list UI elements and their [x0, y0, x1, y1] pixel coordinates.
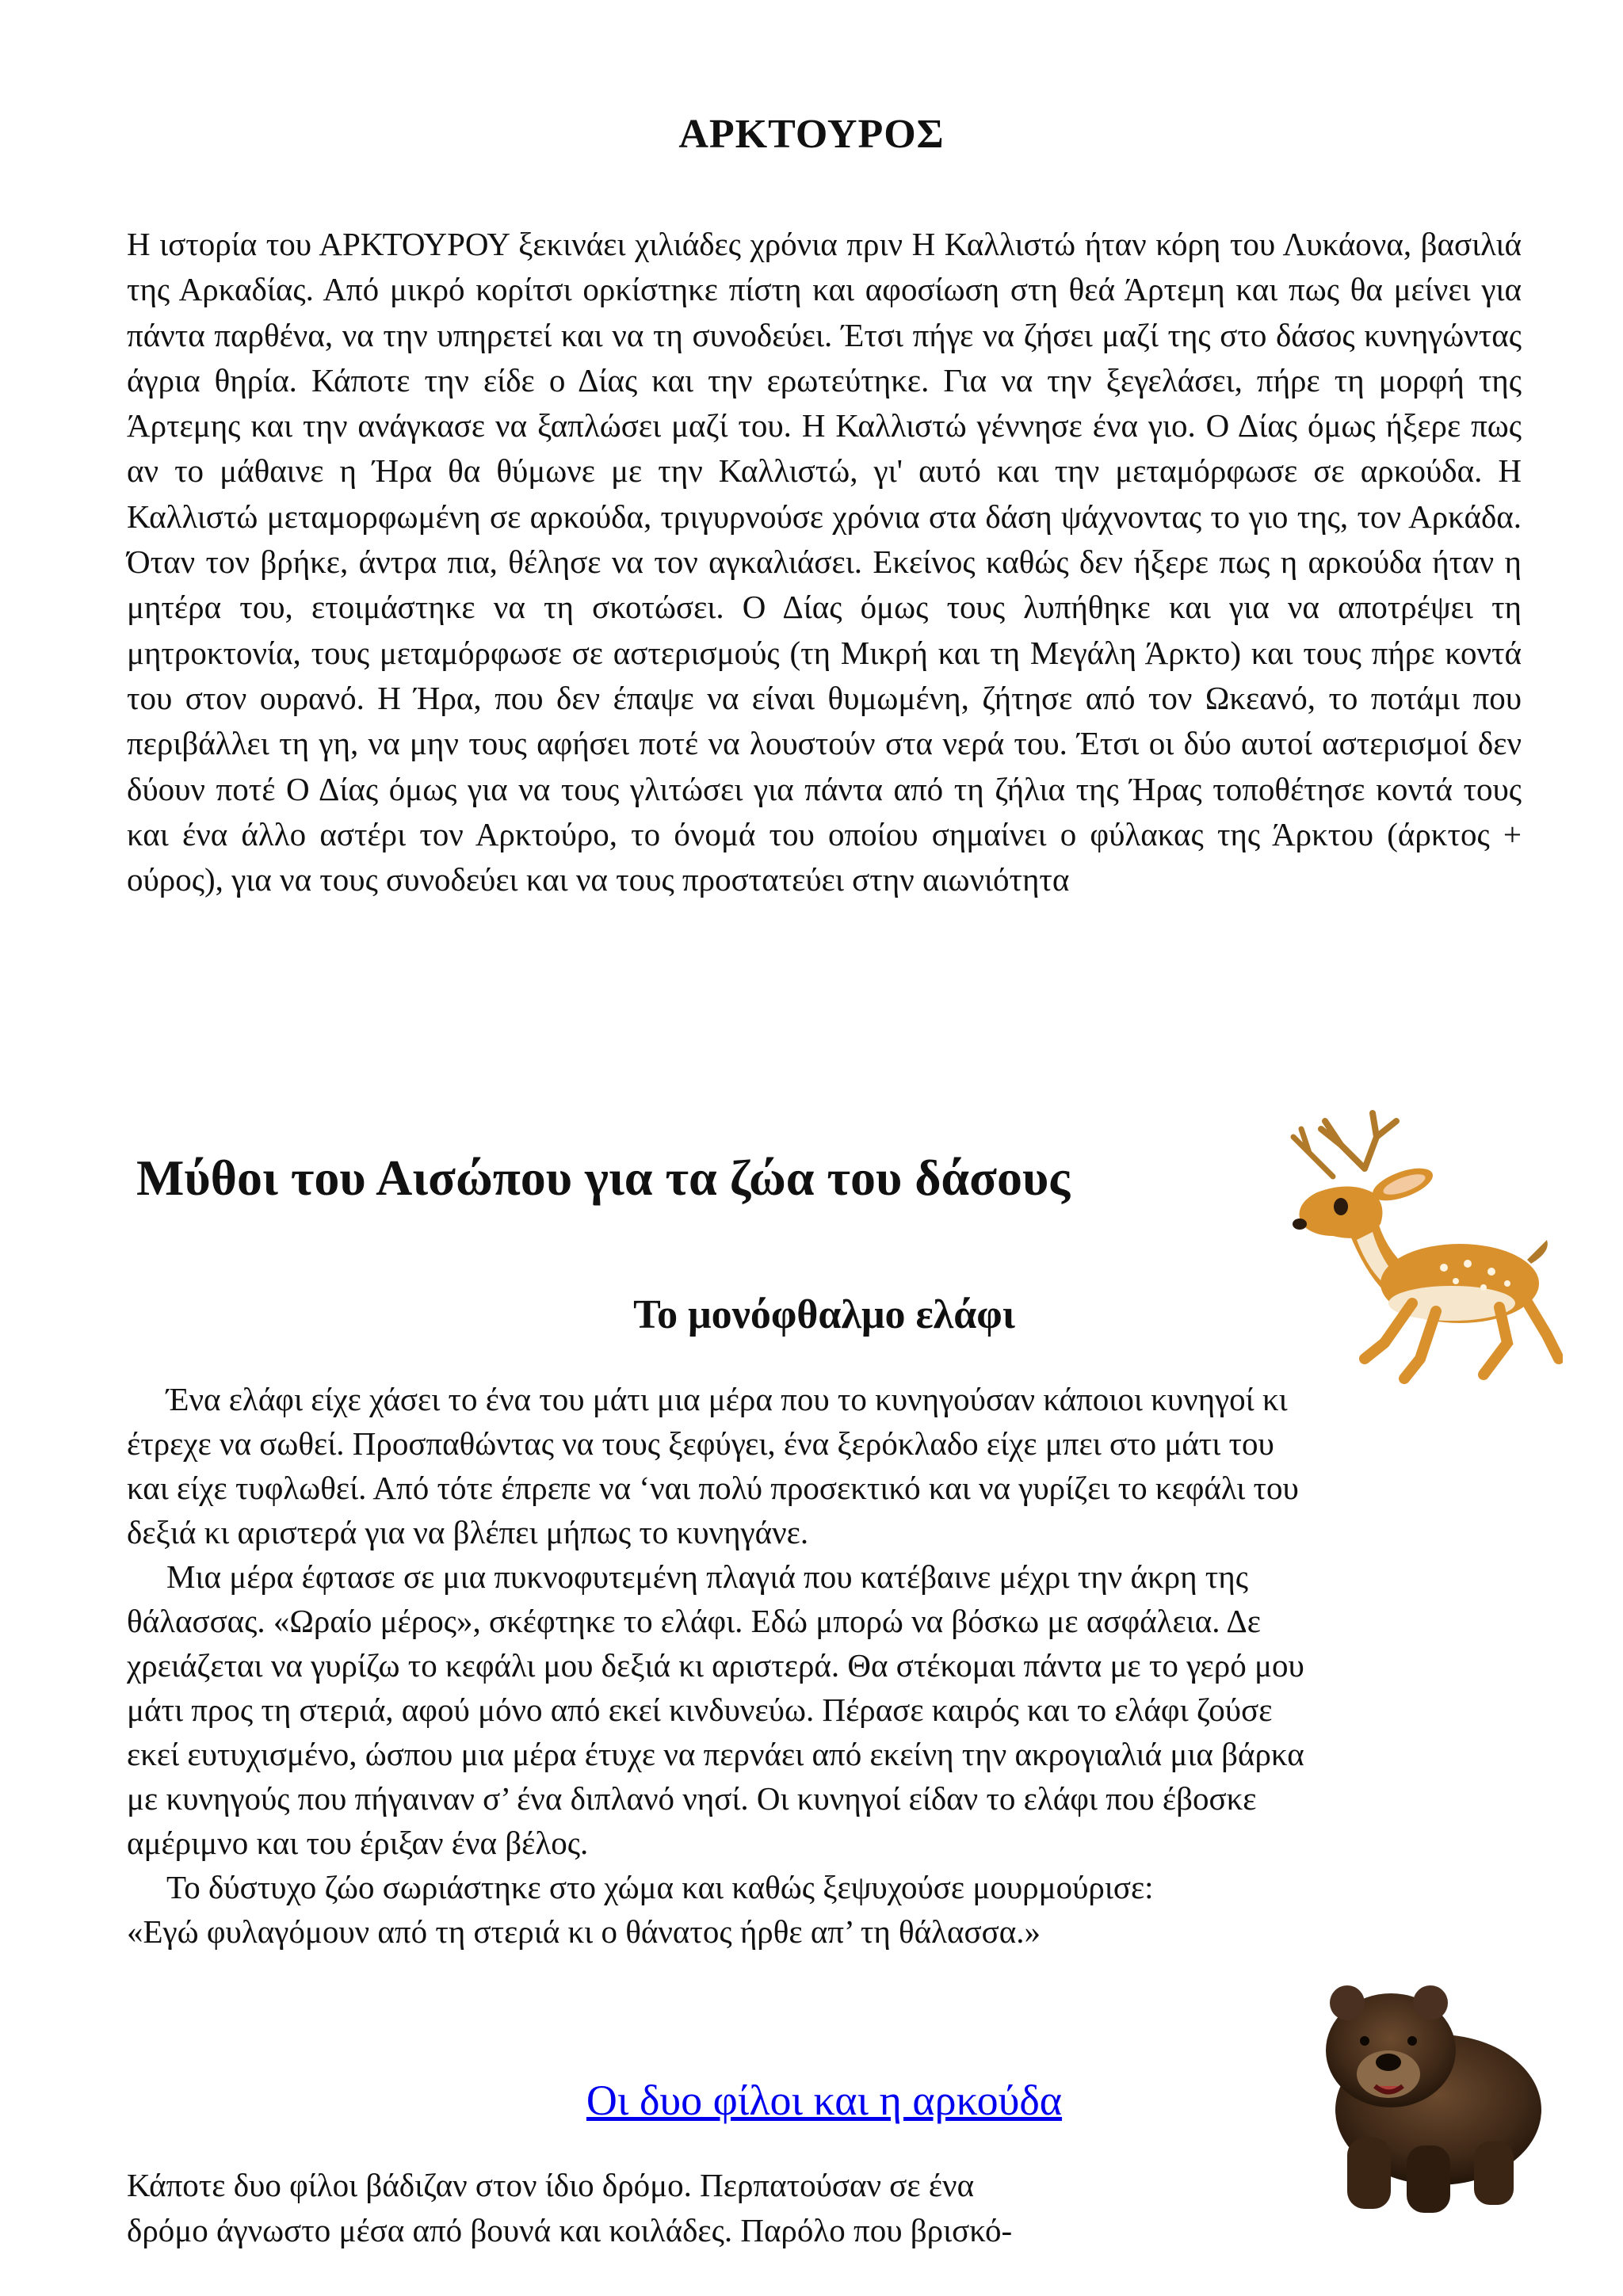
fable1-line: θάλασσας. «Ωραίο μέρος», σκέφτηκε το ελάφι. Εδώ μπορώ να βόσκω με ασφάλεια. Δε — [127, 1603, 1262, 1639]
fable1-line: Μια μέρα έφτασε σε μια πυκνοφυτεμένη πλαγιά που κατέβαινε μέχρι την άκρη της — [166, 1558, 1248, 1595]
fable1-line: εκεί ευτυχισμένο, ώσπου μια μέρα έτυχε να περνάει από εκείνη την ακρογιαλιά μια βάρκα — [127, 1736, 1304, 1772]
fable1-line: μάτι προς τη στεριά, αφού μόνο από εκεί κινδυνεύω. Πέρασε καιρός και το ελάφι ζούσε — [127, 1691, 1273, 1728]
fable1-line: αμέριμνο και του έριξαν ένα βέλος. — [127, 1825, 589, 1861]
fable1-line: Ένα ελάφι είχε χάσει το ένα του μάτι μια μέρα που το κυνηγούσαν κάποιοι κυνηγοί κι — [166, 1381, 1288, 1417]
fable-one-eyed-deer-title: Το μονόφθαλμο ελάφι — [633, 1292, 1015, 1337]
fable-two-friends-text — [127, 2163, 1189, 2253]
fable-two-friends-title-link[interactable]: Οι δυο φίλοι και η αρκούδα — [586, 2077, 1063, 2124]
fable1-line: Το δύστυχο ζώο σωριάστηκε στο χώμα και καθώς ξεψυχούσε μουρμούρισε: — [166, 1869, 1154, 1905]
fable1-line: έτρεχε να σωθεί. Προσπαθώντας να τους ξεφύγει, ένα ξερόκλαδο είχε μπει στο μάτι του — [127, 1425, 1274, 1462]
fable2-line: Κάποτε δυο φίλοι βάδιζαν στον ίδιο δρόμο. Περπατούσαν σε ένα — [127, 2167, 975, 2203]
deer-illustration — [1246, 1105, 1563, 1390]
fable1-line: με κυνηγούς που πήγαιναν σ’ ένα διπλανό νησί. Οι κυνηγοί είδαν το ελάφι που έβοσκε — [127, 1780, 1257, 1817]
fable-one-eyed-deer-text — [127, 1377, 1529, 1954]
arcturus-story-paragraph: Η ιστορία του ΑΡΚΤΟΥΡΟΥ ξεκινάει χιλιάδες χρόνια πριν Η Καλλιστώ ήταν κόρη του Λυκάονα, βασιλιά της Αρκαδίας. Από μικρό κορίτσι ορκίστηκε πίστη και αφοσίωση στη θεά Άρτεμη και πως θα μείνει για πάντα παρθένα, να την υπηρετεί και να τη συνοδεύει. Έτσι πήγε να ζήσει μαζί της στο δάσος κυνηγώντας άγρια θηρία. Κάποτε την είδε ο Δίας και την ερωτεύτηκε. Για να την ξεγελάσει, πήρε τη μορφή της Άρτεμης και την ανάγκασε να ξαπλώσει μαζί του. Η Καλλιστώ γέννησε ένα γιο. Ο Δίας όμως ήξερε πως αν το μάθαινε η Ήρα θα θύμωνε με την Καλλιστώ, γι' αυτό και την μεταμόρφωσε σε αρκούδα. Η Καλλιστώ μεταμορφωμένη σε αρκούδα, τριγυρνούσε χρόνια στα δάση ψάχνοντας το γιο της, τον Αρκάδα. Όταν τον βρήκε, άντρα πια, θέλησε να τον αγκαλιάσει. Εκείνος καθώς δεν ήξερε πως η αρκούδα ήταν η μητέρα του, ετοιμάστηκε να τη σκοτώσει. Ο Δίας όμως τους λυπήθηκε και για να αποτρέψει τη μητροκτονία, τους μεταμόρφωσε σε αστερισμούς (τη Μικρή και τη Μεγάλη Άρκτο) και τους πήρε κοντά του στον ουρανό. Η Ήρα, που δεν έπαψε να είναι θυμωμένη, ζήτησε από τον Ωκεανό, το ποτάμι που περιβάλλει τη γη, να μην τους αφήσει ποτέ να λουστούν στα νερά του. Έτσι οι δύο αυτοί αστερισμοί δεν δύουν ποτέ Ο Δίας όμως για να τους γλιτώσει για πάντα από τη ζήλια της Ήρας τοποθέτησε κοντά τους και ένα άλλο αστέρι τον Αρκτούρο, το όνομά του οποίου σημαίνει ο φύλακας της Άρκτου (άρκτος + ούρος), για να τους συνοδεύει και να τους προστατεύει στην αιωνιότητα — [127, 226, 1522, 898]
fable1-line: και είχε τυφλωθεί. Από τότε έπρεπε να ‘ναι πολύ προσεκτικό και να γυρίζει το κεφάλι του — [127, 1470, 1299, 1506]
fable1-line: «Εγώ φυλαγόμουν από τη στεριά κι ο θάνατος ήρθε απ’ τη θάλασσα.» — [127, 1913, 1041, 1950]
page-title: ΑΡΚΤΟΥΡΟΣ — [678, 112, 945, 157]
fable1-line: δεξιά κι αριστερά για να βλέπει μήπως το κυνηγάνε. — [127, 1514, 809, 1550]
fable2-line: δρόμο άγνωστο μέσα από βουνά και κοιλάδες. Παρόλο που βρισκό- — [127, 2212, 1013, 2248]
fable1-line: χρειάζεται να γυρίζω το κεφάλι μου δεξιά κι αριστερά. Θα στέκομαι πάντα με το γερό μου — [127, 1647, 1304, 1684]
aesop-section-title: Μύθοι του Αισώπου για τα ζώα του δάσους — [136, 1150, 1071, 1206]
